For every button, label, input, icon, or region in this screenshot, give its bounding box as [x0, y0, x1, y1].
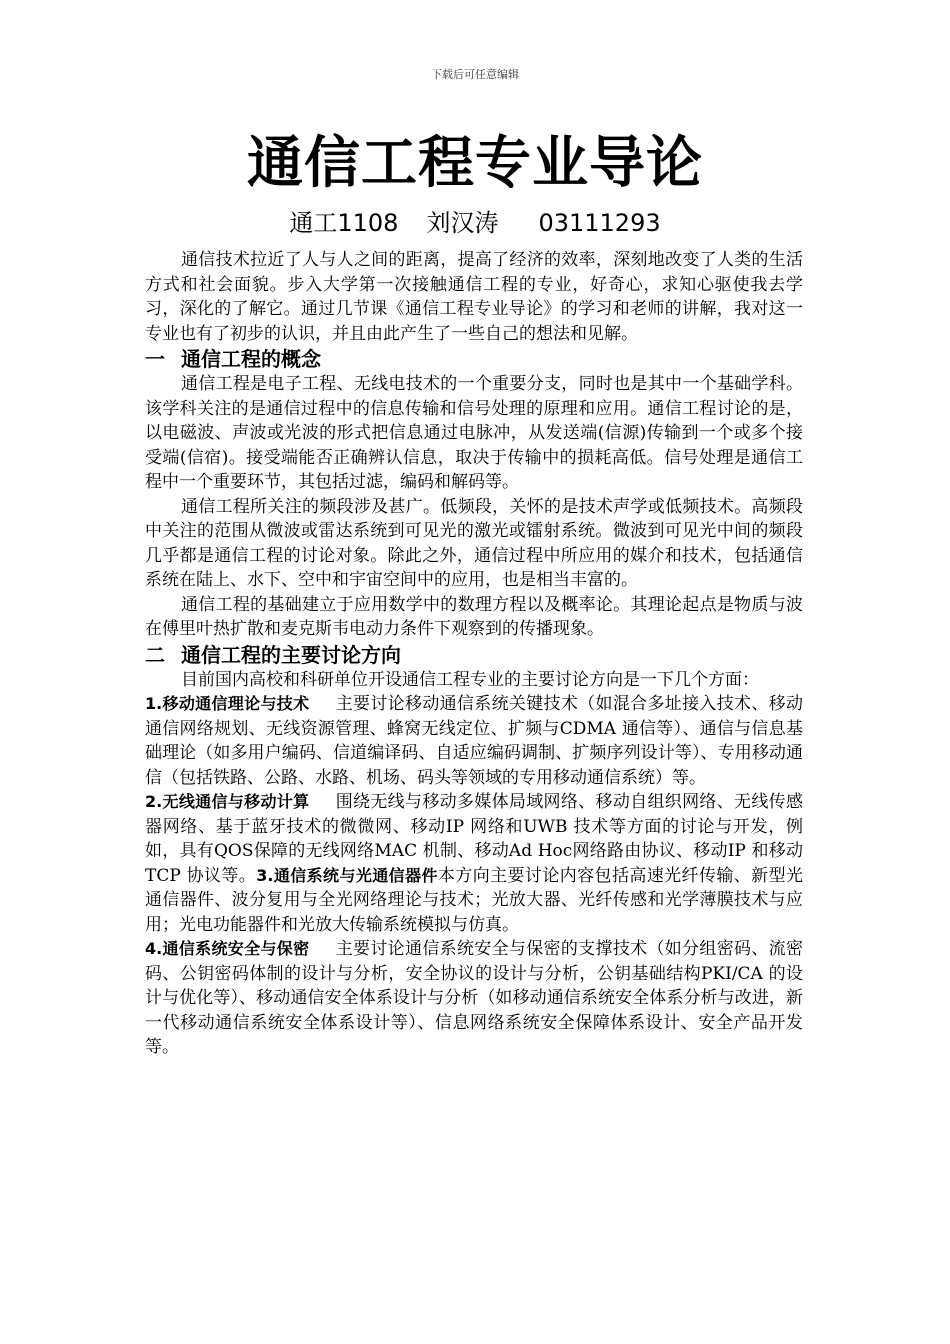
section-1-title: 通信工程的概念	[181, 347, 321, 371]
direction-item-1	[145, 692, 803, 790]
byline-class: 通工1108	[289, 209, 399, 237]
direction-1-text: 主要讨论移动通信系统关键技术（如混合多址接入技术、移动通信网络规划、无线资源管理、蜂窝无线定位、扩频与CDMA 通信等）、通信与信息基础理论（如多用户编码、信道编译码、自适应编码调制、扩频序列设计等）、专用移动通信（包括铁路、公路、水路、机场、码头等领域的专用移动通信系统）等。	[145, 694, 804, 788]
direction-3-text: 本方向主要讨论内容包括高速光纤传输、新型光通信器件、波分复用与全光网络理论与技术；光放大器、光纤传感和光学薄膜技术与应用；光电功能器件和光放大传输系统模拟与仿真。	[145, 865, 803, 935]
section-2-number: 二	[145, 642, 165, 667]
byline	[0, 205, 950, 241]
direction-1-title: 1.移动通信理论与技术	[145, 694, 310, 713]
direction-3-title: 3.通信系统与光通信器件	[256, 865, 438, 885]
section-1-heading	[145, 346, 803, 372]
direction-2-text: 围绕无线与移动多媒体局域网络、移动自组织网络、无线传感器网络、基于蓝牙技术的微微网、移动IP 网络和UWB 技术等方面的讨论与开发，例如，具有QOS保障的无线网络MAC 机制、移动Ad Hoc网络路由协议、移动IP 和移动TCP 协议等。	[145, 792, 804, 886]
section-1-number: 一	[145, 347, 165, 371]
section-2-heading	[145, 642, 803, 668]
direction-item-2-3	[145, 790, 803, 937]
direction-2-title: 2.无线通信与移动计算	[145, 792, 310, 811]
section-1-paragraph-1: 通信工程是电子工程、无线电技术的一个重要分支，同时也是其中一个基础学科。该学科关注的是通信过程中的信息传输和信号处理的原理和应用。通信工程讨论的是，以电磁波、声波或光波的形式把信息通过电脉冲，从发送端(信源)传输到一个或多个接受端(信宿)。接受端能否正确辨认信息，取决于传输中的损耗高低。信号处理是通信工程中一个重要环节，其包括过滤，编码和解码等。	[145, 374, 803, 492]
byline-name: 刘汉涛	[426, 209, 499, 237]
direction-item-4	[145, 937, 803, 1060]
document-body	[145, 248, 803, 1060]
document-title: 通信工程专业导论	[247, 131, 703, 196]
section-1-paragraph-3: 通信工程的基础建立于应用数学中的数理方程以及概率论。其理论起点是物质与波在傅里叶热扩散和麦克斯韦电动力条件下观察到的传播现象。	[145, 594, 803, 639]
section-2-title: 通信工程的主要讨论方向	[181, 642, 401, 667]
header-note: 下载后可任意编辑	[431, 68, 519, 81]
direction-4-title: 4.通信系统安全与保密	[145, 939, 310, 958]
section-2-intro: 目前国内高校和科研单位开设通信工程专业的主要讨论方向是一下几个方面：	[181, 669, 759, 690]
intro-paragraph: 通信技术拉近了人与人之间的距离，提高了经济的效率，深刻地改变了人类的生活方式和社会面貌。步入大学第一次接触通信工程的专业，好奇心，求知心驱使我去学习，深化的了解它。通过几节课《通信工程专业导论》的学习和老师的讲解，我对这一专业也有了初步的认识，并且由此产生了一些自己的想法和见解。	[145, 250, 803, 344]
byline-id: 03111293	[538, 209, 661, 237]
direction-4-text: 主要讨论通信系统安全与保密的支撑技术（如分组密码、流密码、公钥密码体制的设计与分析，安全协议的设计与分析，公钥基础结构PKI/CA 的设计与优化等）、移动通信安全体系设计与分析（如移动通信系统安全体系分析与改进，新一代移动通信系统安全体系设计等）、信息网络系统安全保障体系设计、安全产品开发等。	[145, 939, 804, 1057]
section-1-paragraph-2: 通信工程所关注的频段涉及甚广。低频段，关怀的是技术声学或低频技术。高频段中关注的范围从微波或雷达系统到可见光的激光或镭射系统。微波到可见光中间的频段几乎都是通信工程的讨论对象。除此之外，通信过程中所应用的媒介和技术，包括通信系统在陆上、水下、空中和宇宙空间中的应用，也是相当丰富的。	[145, 496, 803, 590]
